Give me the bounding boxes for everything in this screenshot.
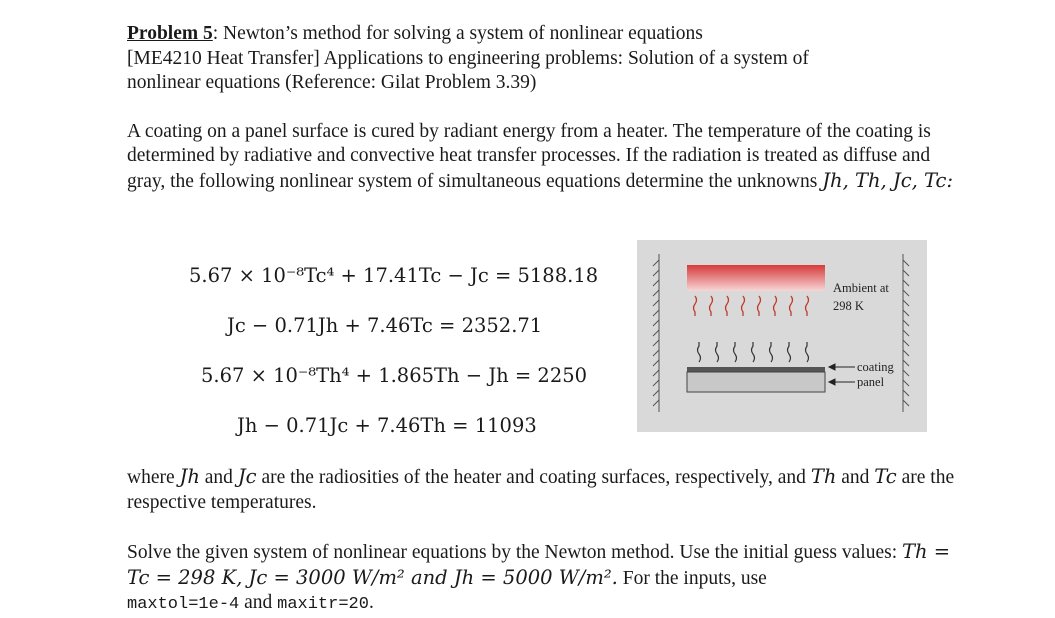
- instr-text-c: and: [239, 592, 278, 613]
- figure-illustration: [637, 240, 927, 432]
- defs-text-e: are the respective temperatures.: [127, 467, 955, 513]
- radiation-waves-icon: [694, 296, 809, 316]
- convection-waves-icon: [698, 342, 809, 362]
- coating-layer-icon: [687, 367, 825, 372]
- panel-label: panel: [857, 375, 885, 389]
- defs-text-d: and: [836, 467, 875, 488]
- var-jh: Jh: [179, 465, 200, 488]
- equation-system: [127, 238, 627, 458]
- defs-text-a: where: [127, 467, 180, 488]
- maxitr-code: maxitr=20: [277, 595, 369, 614]
- equation-3: 5.67 × 10⁻⁸Th⁴ + 1.865Th − Jh = 2250: [201, 364, 588, 387]
- instructions-paragraph: [127, 540, 957, 618]
- course-line: [ME4210 Heat Transfer] Applications to engineering problems: Solution of a system of: [127, 47, 809, 69]
- var-tc: Tc: [874, 465, 897, 488]
- defs-text-c: are the radiosities of the heater and coating surfaces, respectively, and: [256, 467, 811, 488]
- equation-4: Jh − 0.71Jc + 7.46Th = 11093: [237, 414, 537, 437]
- equation-2: Jc − 0.71Jh + 7.46Tc = 2352.71: [227, 314, 543, 337]
- panel-icon: [687, 372, 825, 392]
- coating-label: coating: [857, 360, 894, 374]
- ambient-temp: 298 K: [833, 299, 864, 313]
- right-wall-icon: [903, 254, 909, 412]
- unknowns-list: Jh, Th, Jc, Tc:: [822, 168, 954, 192]
- heater-icon: [687, 265, 825, 291]
- intro-paragraph: [127, 120, 957, 195]
- ambient-label: Ambient at: [833, 281, 889, 295]
- problem-label: Problem 5: [127, 23, 213, 44]
- heater-coating-figure: [637, 240, 927, 432]
- intro-text: A coating on a panel surface is cured by radiant energy from a heater. The temperature of the coating is determined by radiative and convective heat transfer processes. If the radiation is treated as diffuse and gray, the following nonlinear system of simultaneous equations determine the unknowns: [127, 120, 931, 192]
- left-wall-icon: [653, 254, 659, 412]
- var-th: Th: [810, 465, 837, 488]
- instr-text-b: For the inputs, use: [617, 567, 767, 589]
- equation-1: 5.67 × 10⁻⁸Tc⁴ + 17.41Tc − Jc = 5188.18: [189, 264, 599, 287]
- instr-text-d: .: [368, 592, 374, 613]
- defs-text-b: and: [199, 467, 238, 488]
- instr-text-a: Solve the given system of nonlinear equations by the Newton method. Use the initial guess values:: [127, 542, 902, 563]
- reference-line: nonlinear equations (Reference: Gilat Problem 3.39): [127, 72, 537, 93]
- var-jc: Jc: [237, 465, 257, 488]
- label-arrows-icon: [829, 364, 855, 385]
- initial-guess: Th = Tc = 298 K, Jc = 3000 W/m² and Jh = 5000 W/m².: [127, 540, 951, 589]
- problem-title: : Newton’s method for solving a system of nonlinear equations: [212, 23, 703, 44]
- maxtol-code: maxtol=1e-4: [127, 595, 240, 614]
- problem-header: [127, 22, 957, 96]
- definitions-paragraph: [127, 465, 957, 515]
